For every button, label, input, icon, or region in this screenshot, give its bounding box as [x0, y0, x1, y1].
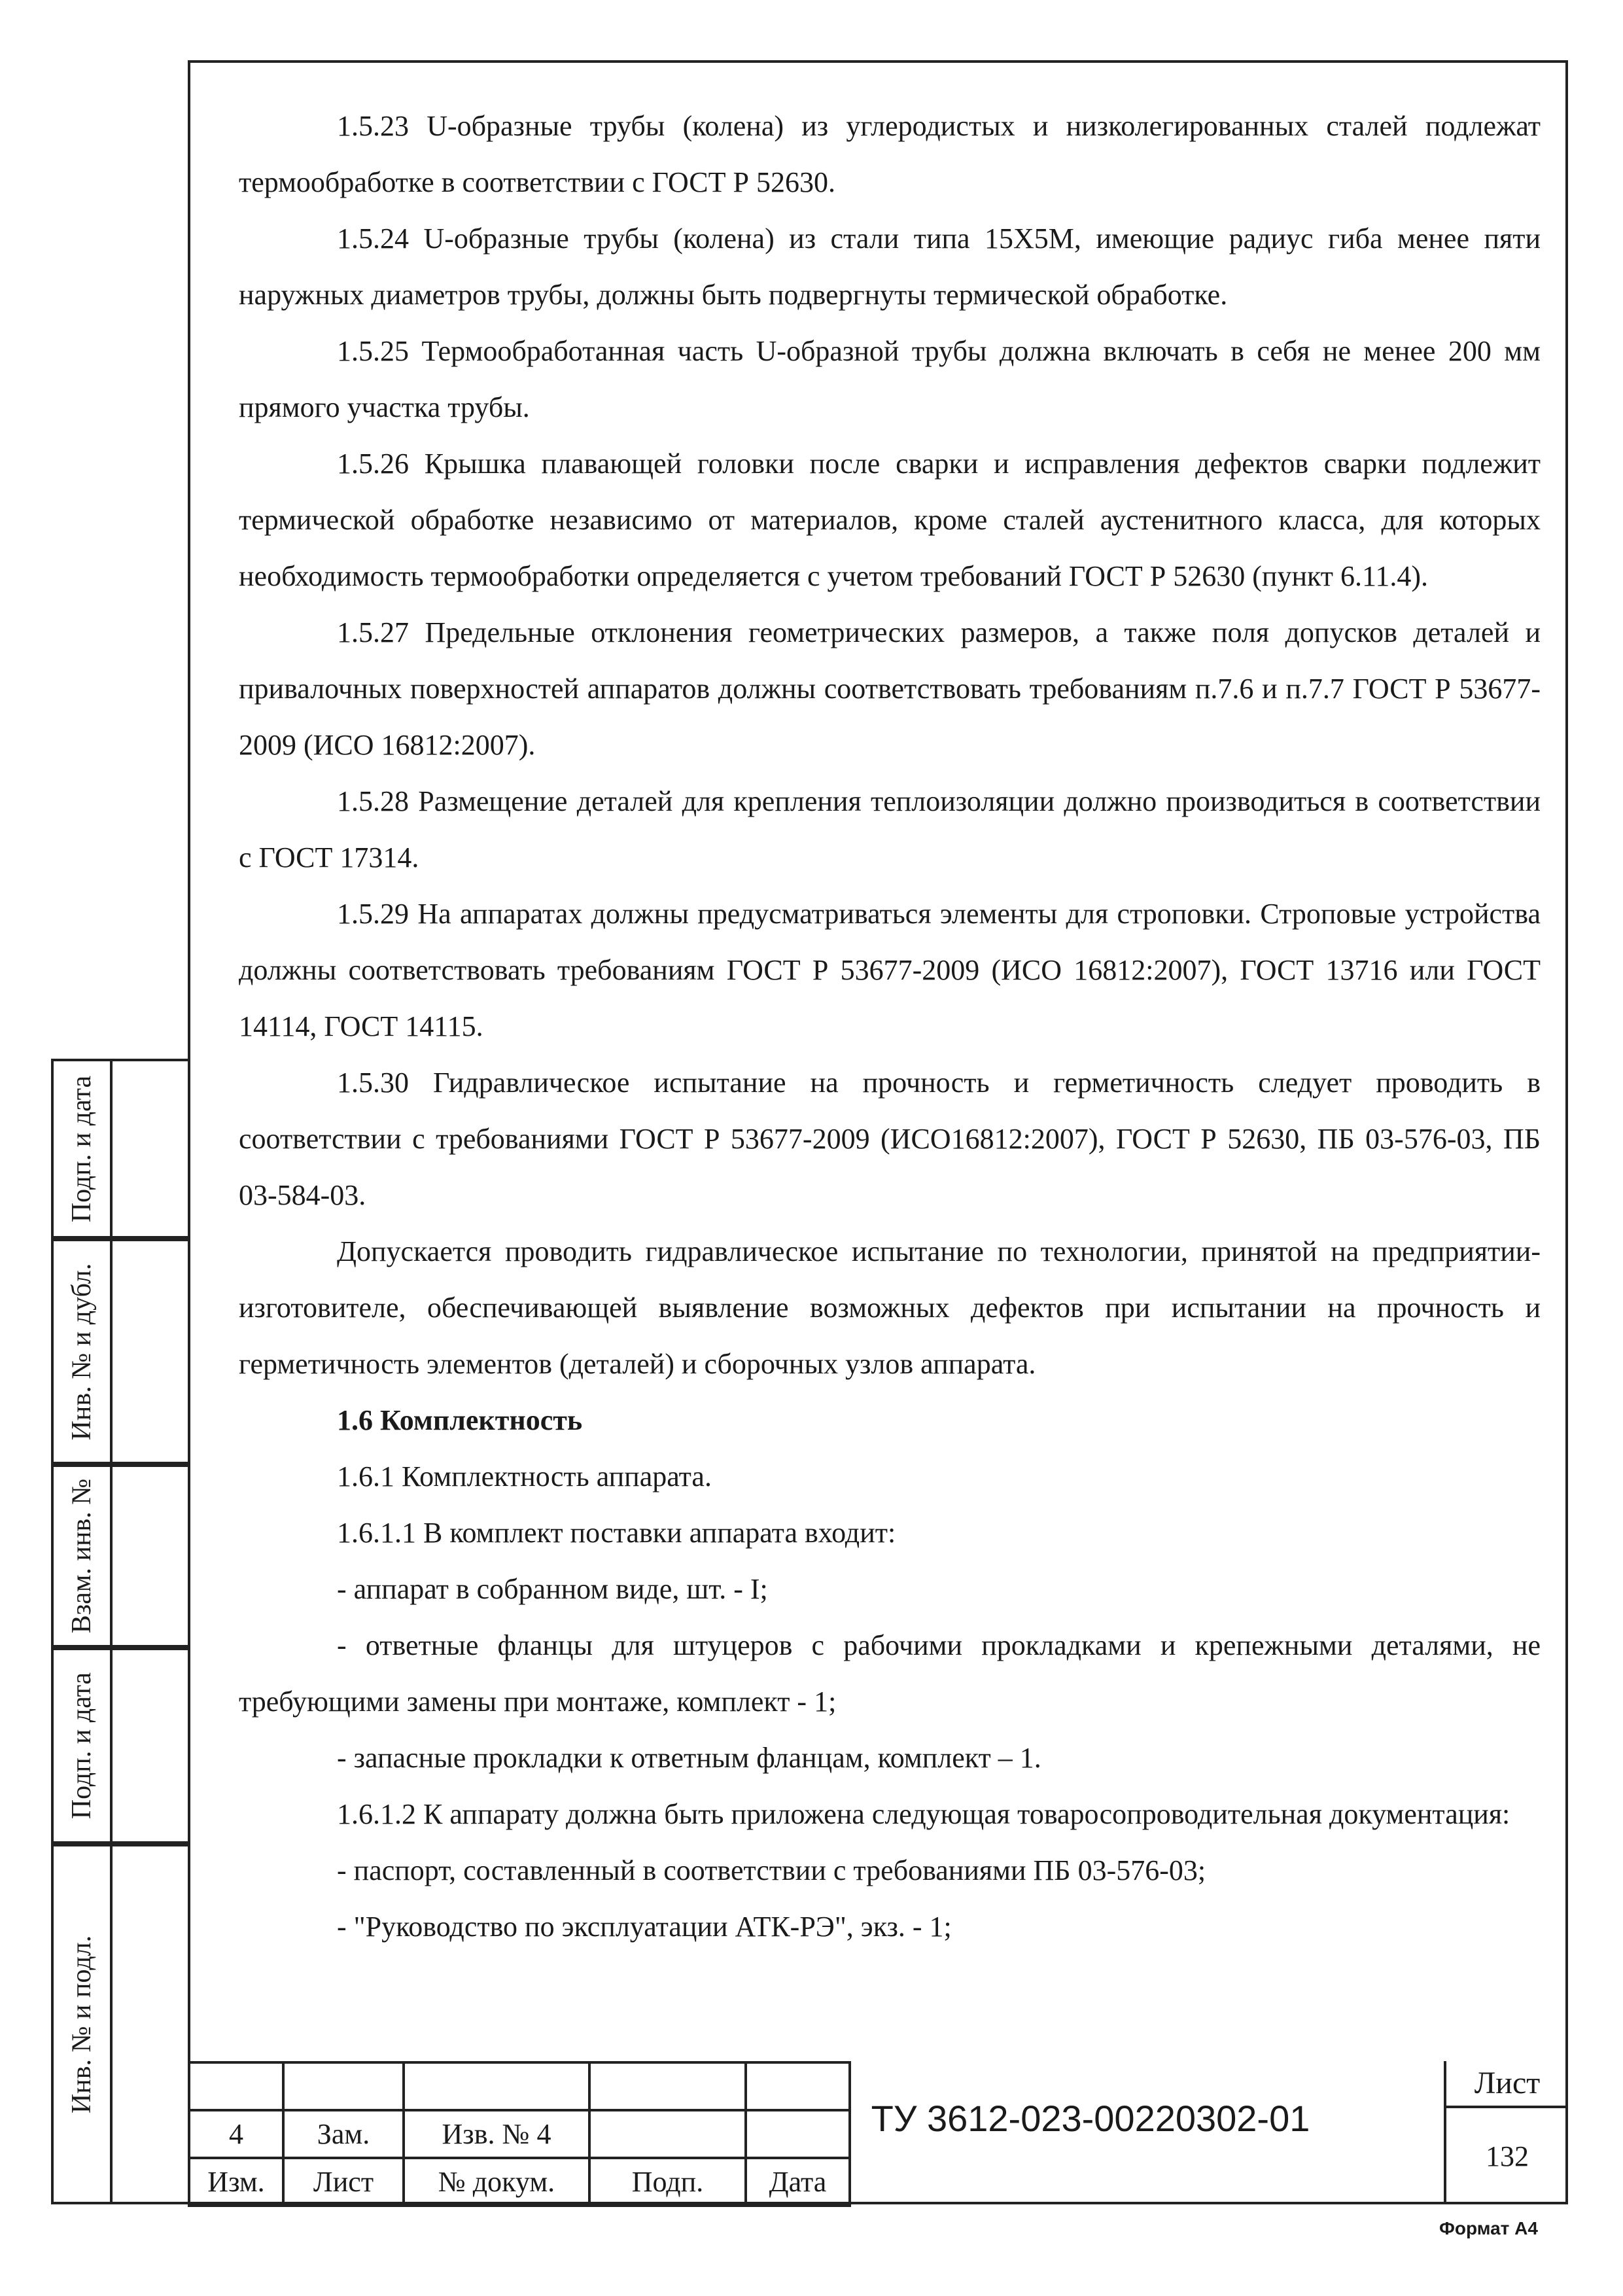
- revision-table: [188, 2061, 851, 2207]
- header-doc: № докум.: [404, 2158, 589, 2206]
- paragraph: 1.5.25 Термообработанная часть U-образной трубы должна включать в себя не менее 200 мм прямого участка трубы.: [239, 335, 1541, 423]
- side-label: Подп. и дата: [67, 1075, 97, 1222]
- format-label: Формат А4: [1439, 2218, 1538, 2238]
- list-item: - ответные фланцы для штуцеров с рабочими прокладками и крепежными деталями, не требующими замены при монтаже, комплект - 1;: [239, 1629, 1541, 1718]
- side-cell-3: [51, 1464, 188, 1648]
- sheet-number: 132: [1486, 2140, 1529, 2172]
- list-item: - аппарат в собранном виде, шт. - I;: [337, 1573, 768, 1605]
- side-cell-2: [51, 1239, 188, 1464]
- sheet-box: [1444, 2061, 1568, 2204]
- side-cell-4: [51, 1648, 188, 1844]
- side-label: Инв. № и дубл.: [67, 1263, 97, 1440]
- section-heading: 1.6 Комплектность: [337, 1404, 583, 1436]
- document-number: ТУ 3612-023-00220302-01: [871, 2098, 1310, 2139]
- paragraph: Допускается проводить гидравлическое испытание по технологии, принятой на предприятии-изготовителе, обеспечивающей выявление возможных дефектов при испытании на прочность и герметичность элементов (деталей) и сборочных узлов аппарата.: [239, 1235, 1541, 1380]
- list-item: - паспорт, составленный в соответствии с требованиями ПБ 03-576-03;: [337, 1854, 1206, 1886]
- rev-notice: Изв. № 4: [404, 2110, 589, 2158]
- rev-date: [746, 2110, 850, 2158]
- paragraph: 1.5.30 Гидравлическое испытание на прочность и герметичность следует проводить в соответствии с требованиями ГОСТ Р 53677-2009 (ИСО16812:2007), ГОСТ Р 52630, ПБ 03-576-03, ПБ 03-584-03.: [239, 1067, 1541, 1211]
- list-item: - "Руководство по эксплуатации АТК-РЭ", экз. - 1;: [337, 1911, 952, 1943]
- paragraph: 1.5.24 U-образные трубы (колена) из стали типа 15Х5М, имеющие радиус гиба менее пяти наружных диаметров трубы, должны быть подвергнуты термической обработке.: [239, 222, 1541, 311]
- paragraph: 1.5.26 Крышка плавающей головки после сварки и исправления дефектов сварки подлежит термической обработке независимо от материалов, кроме сталей аустенитного класса, для которых необходимость термообработки определяется с учетом требований ГОСТ Р 52630 (пункт 6.11.4).: [239, 448, 1541, 592]
- paragraph: 1.6.1.2 К аппарату должна быть приложена следующая товаросопроводительная документация:: [337, 1798, 1510, 1830]
- header-date: Дата: [746, 2158, 850, 2206]
- paragraph: 1.6.1 Комплектность аппарата.: [337, 1460, 712, 1492]
- rev-change-type: Зам.: [283, 2110, 404, 2158]
- sheet-label: Лист: [1446, 2061, 1568, 2108]
- side-label: Подп. и дата: [67, 1672, 97, 1820]
- header-list: Лист: [283, 2158, 404, 2206]
- list-item: - запасные прокладки к ответным фланцам, комплект – 1.: [337, 1742, 1041, 1774]
- header-sign: Подп.: [589, 2158, 746, 2206]
- rev-sign: [589, 2110, 746, 2158]
- paragraph: 1.5.23 U-образные трубы (колена) из углеродистых и низколегированных сталей подлежат термообработке в соответствии с ГОСТ Р 52630.: [239, 110, 1541, 198]
- document-body: [239, 98, 1541, 1955]
- side-label: Инв. № и подл.: [67, 1935, 97, 2113]
- paragraph: 1.5.28 Размещение деталей для крепления теплоизоляции должно производиться в соответствии с ГОСТ 17314.: [239, 785, 1541, 874]
- paragraph: 1.5.29 На аппаратах должны предусматриваться элементы для строповки. Строповые устройства должны соответствовать требованиям ГОСТ Р 53677-2009 (ИСО 16812:2007), ГОСТ 13716 или ГОСТ 14114, ГОСТ 14115.: [239, 898, 1541, 1042]
- side-label: Взам. инв. №: [67, 1478, 97, 1634]
- paragraph: 1.5.27 Предельные отклонения геометрических размеров, а также поля допусков деталей и привалочных поверхностей аппаратов должны соответствовать требованиям п.7.6 и п.7.7 ГОСТ Р 53677-2009 (ИСО 16812:2007).: [239, 616, 1541, 761]
- header-izm: Изм.: [189, 2158, 283, 2206]
- title-block: [188, 2061, 1568, 2204]
- side-cell-1: [51, 1059, 188, 1239]
- side-stamp: [51, 1059, 188, 2204]
- rev-change-num: 4: [189, 2110, 283, 2158]
- side-cell-5: [51, 1844, 188, 2204]
- paragraph: 1.6.1.1 В комплект поставки аппарата входит:: [337, 1517, 896, 1549]
